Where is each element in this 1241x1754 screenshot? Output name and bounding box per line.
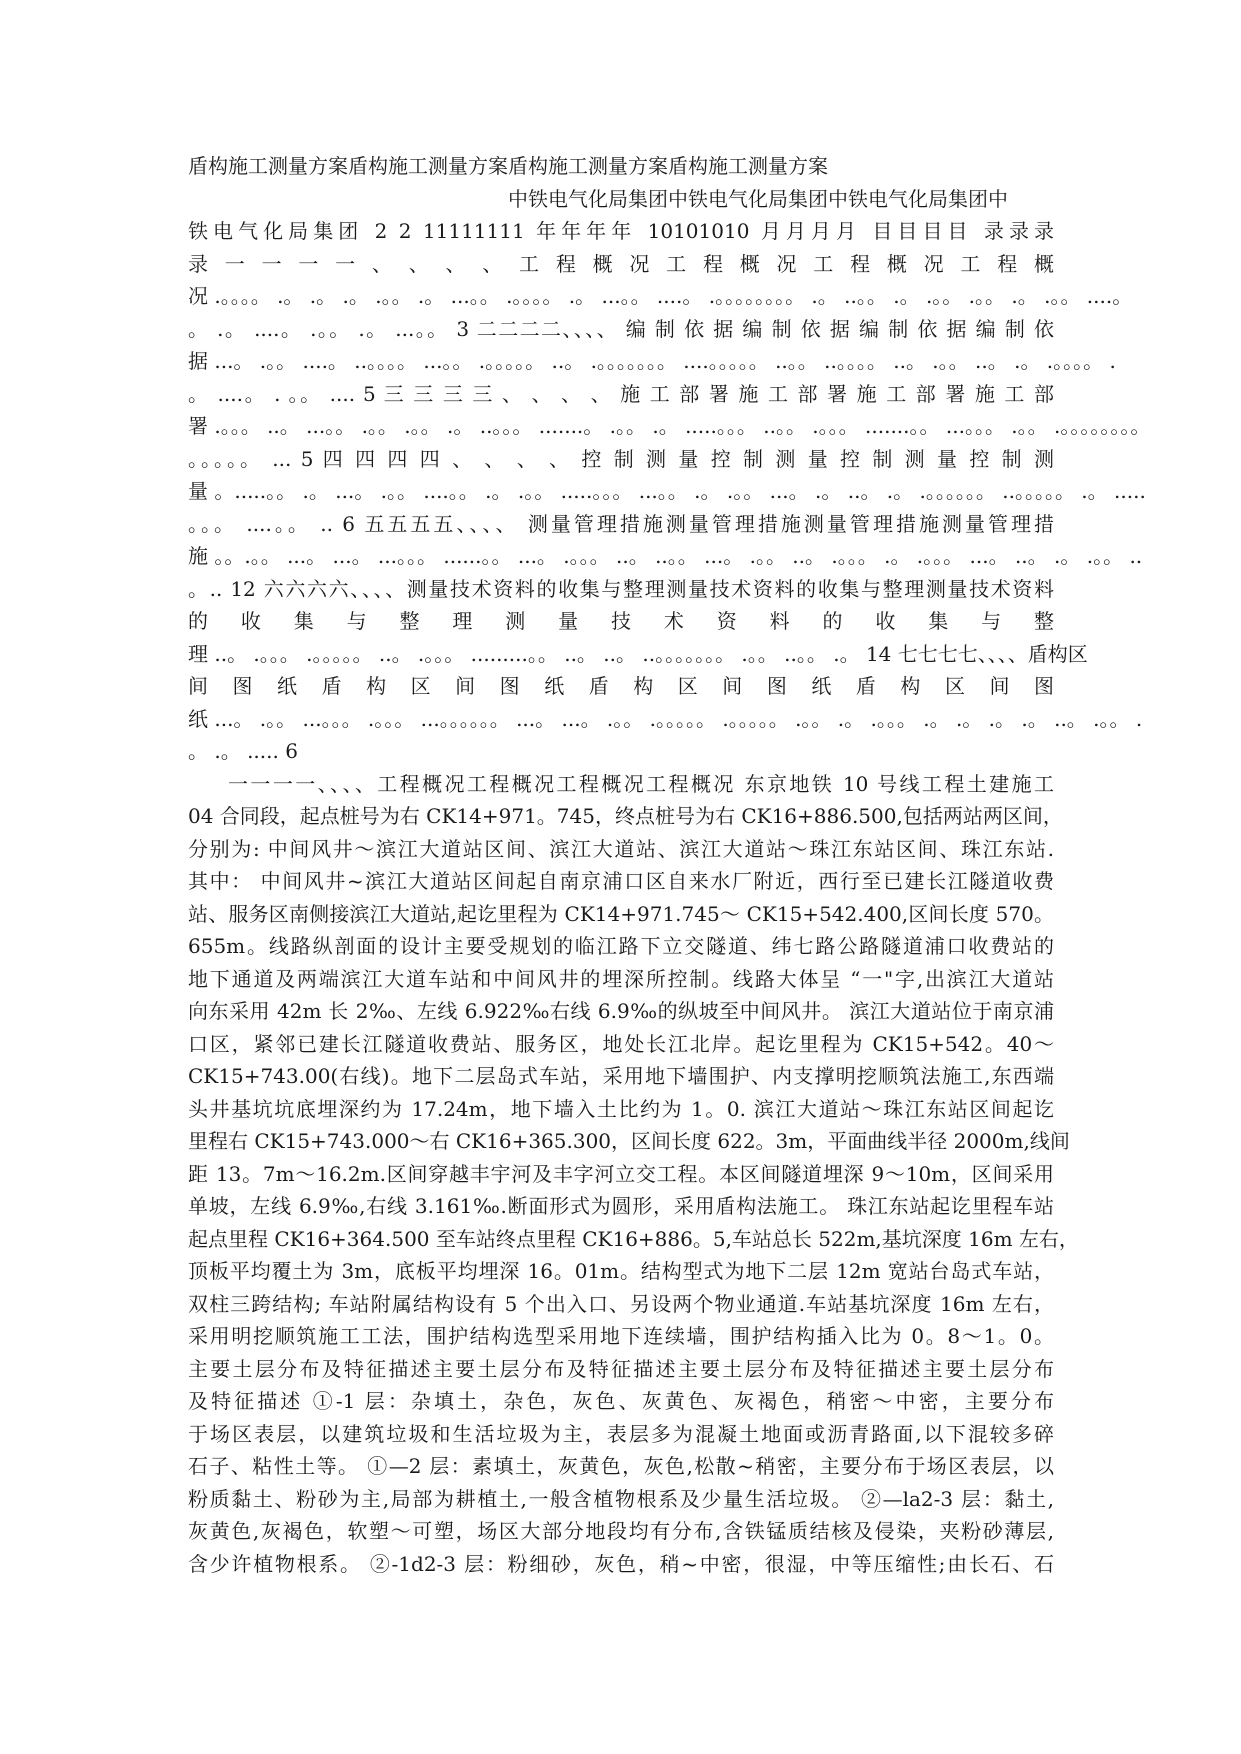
body-line: 单坡，左线 6.9‰,右线 3.161‰.断面形式为圆形，采用盾构法施工。 珠江东站起讫里程车站 [188,1194,1054,1218]
body-line: 顶板平均覆土为 3m，底板平均埋深 16。01m。结构型式为地下二层 12m 宽站台岛式车站， [188,1259,1054,1283]
body-line: 04 合同段，起点桩号为右 CK14+971。745，终点桩号为右 CK16+886.500,包括两站两区间， [188,804,1063,828]
body-line: 地下通道及两端滨江大道车站和中间风井的埋深所控制。线路大体呈 “一"字,出滨江大道站 [188,966,1054,991]
body-line: 石子、粘性土等。 ①—2 层：素填土，灰黄色，灰色,松散~稍密，主要分布于场区表层，以 [188,1454,1054,1478]
toc-line: 署 .。。。 ..。 ...。。 .。。 .。。 .。 ..。。。 .......。 .。。 .。 .....。。。 ..。。 .。。。 .......。。 ...。。。 .。。 .。。。。。。。。 [188,414,1151,438]
body-line: 其中： 中间风井~滨江大道站区间起自南京浦口区自来水厂附近，西行至已建长江隧道收费 [188,869,1054,893]
body-line: 粉质黏土、粉砂为主,局部为耕植土,一般含植物根系及少量生活垃圾。 ②—la2-3 层：黏土, [188,1486,1054,1511]
company-name: 中铁电气化局集团中铁电气化局集团中铁电气化局集团中 [508,186,1008,211]
body-line: 里程右 CK15+743.000～右 CK16+365.300，区间长度 622。3m，平面曲线半径 2000m,线间 [188,1129,1070,1153]
toc-line: 量 。.....。。 .。 ...。 .。。 ....。。 .。 .。。 .....。。。 ...。。 .。 .。。 ...。 .。 ..。 .。 .。。。。。。 ..。。。。。 .。 ..... [188,479,1146,503]
document-page [188,150,1151,1580]
document-title: 盾构施工测量方案盾构施工测量方案盾构施工测量方案盾构施工测量方案 [188,154,828,178]
body-line: 主要土层分布及特征描述主要土层分布及特征描述主要土层分布及特征描述主要土层分布 [188,1356,1054,1381]
toc-line: 施 。。.。。 ...。 ...。 ...。。。 ......。。 ...。 .。。。 ..。 ..。。 ...。 .。。 ..。 .。。。 .。 .。。。 ...。 ..。 .。 .。。 .. [188,544,1143,568]
toc-line: 铁电气化局集团 2 2 11111111 年年年年 10101010 月月月月 目目目目 录录录 [188,219,1054,243]
body-line: 655m。线路纵剖面的设计主要受规划的临江路下立交隧道、纬七路公路隧道浦口收费站的 [188,934,1054,958]
body-line: 头井基坑坑底埋深约为 17.24m，地下墙入土比约为 1。0. 滨江大道站～珠江东站区间起讫 [188,1096,1054,1121]
body-line: 向东采用 42m 长 2‰、左线 6.922‰右线 6.9‰的纵坡至中间风井。 滨江大道站位于南京浦 [188,999,1054,1023]
toc-line: 。 ....。 . 。。 .... 5 三 三 三 三 、 、 、 、 施 工 部 署 施 工 部 署 施 工 部 署 施 工 部 [188,381,1054,406]
toc-line: 。 .。 ..... 6 [188,739,298,763]
body-line: CK15+743.00(右线)。地下二层岛式车站，采用地下墙围护、内支撑明挖顺筑法施工,东西端 [188,1064,1054,1088]
body-line: 采用明挖顺筑施工工法，围护结构选型采用地下连续墙，围护结构插入比为 0。8～1。0。 [188,1324,1054,1348]
toc-line: 间 图 纸 盾 构 区 间 图 纸 盾 构 区 间 图 纸 盾 构 区 间 图 [188,674,1054,698]
table-of-contents [188,215,1151,768]
body-line: 含少许植物根系。 ②-1d2-3 层：粉细砂，灰色，稍~中密，很湿，中等压缩性;由长石、石 [188,1551,1054,1576]
toc-line: 。 .。 ....。 .。。 .。 ...。。 3 二二二二、、、、 编 制 依 据 编 制 依 据 编 制 依 据 编 制 依 [188,316,1054,341]
toc-line: 的 收 集 与 整 理 测 量 技 术 资 料 的 收 集 与 整 [188,609,1054,633]
toc-line: 况 .。。。。 .。 .。 .。 .。。 .。 ...。。 .。。。。 .。 ...。。 ....。 .。。。。。。。。 .。 ..。。 .。 .。。 .。。 .。 .。。 ....。 [188,284,1133,308]
body-line: 起点里程 CK16+364.500 至车站终点里程 CK16+886。5,车站总长 522m,基坑深度 16m 左右， [188,1226,1079,1251]
toc-line: 据 ...。 .。。 ....。 ..。。。。 ...。。 .。。。。。 ..。 .。。。。。。。 ....。。。。。 ..。。 ..。。。。 ..。 .。。 ..。 .。 .。。。。 . [188,349,1116,373]
project-overview-body [188,768,1079,1581]
toc-line: 。.. 12 六六六六、、、、测量技术资料的收集与整理测量技术资料的收集与整理测量技术资料 [188,576,1054,601]
body-line: 一一一一、、、、工程概况工程概况工程概况工程概况 东京地铁 10 号线工程土建施工 [228,771,1054,796]
body-line: 站、服务区南侧接滨江大道站,起讫里程为 CK14+971.745～ CK15+542.400,区间长度 570。 [188,901,1054,926]
body-line: 口区，紧邻已建长江隧道收费站、服务区，地处长江北岸。起讫里程为 CK15+542。40～ [188,1031,1054,1056]
body-line: 及特征描述 ①-1 层：杂填土，杂色，灰色、灰黄色、灰褐色，稍密～中密，主要分布 [188,1389,1054,1413]
toc-line: 。。。。。 ... 5 四 四 四 四 、 、 、 、 控 制 测 量 控 制 测 量 控 制 测 量 控 制 测 [188,446,1054,471]
body-line: 双柱三跨结构; 车站附属结构设有 5 个出入口、另设两个物业通道.车站基坑深度 16m 左右， [188,1291,1054,1316]
body-line: 距 13。7m～16.2m.区间穿越丰宇河及丰字河立交工程。本区间隧道埋深 9～10m，区间采用 [188,1161,1054,1186]
toc-line: 录 一 一 一 一 、 、 、 、 工 程 概 况 工 程 概 况 工 程 概 况 工 程 概 [188,251,1054,276]
toc-line: 理 ..。 .。。。 .。。。。。 ..。 .。。。 .........。。 ..。 ..。 ..。。。。。。。 .。。 ..。。 .。 14 七七七七、、、、盾构区 [188,641,1088,666]
body-line: 于场区表层，以建筑垃圾和生活垃圾为主，表层多为混凝土地面或沥青路面,以下混较多碎 [188,1421,1054,1446]
toc-line: 。。。 ....。。 .. 6 五五五五、、、、 测量管理措施测量管理措施测量管理措施测量管理措 [188,511,1054,536]
body-line: 灰黄色,灰褐色，软塑～可塑，场区大部分地段均有分布,含铁锰质结核及侵染，夹粉砂薄层, [188,1519,1054,1543]
body-line: 分别为: 中间风井～滨江大道站区间、滨江大道站、滨江大道站～珠江东站区间、珠江东站. [188,836,1054,861]
toc-line: 纸 ...。 .。。 ...。。。 .。。。 ...。。。。。。 ...。 ...。 .。。 .。。。。。 .。。。。。 .。。 .。 .。。。 .。 .。 .。 .。 ..。 .。。 . [188,706,1143,731]
